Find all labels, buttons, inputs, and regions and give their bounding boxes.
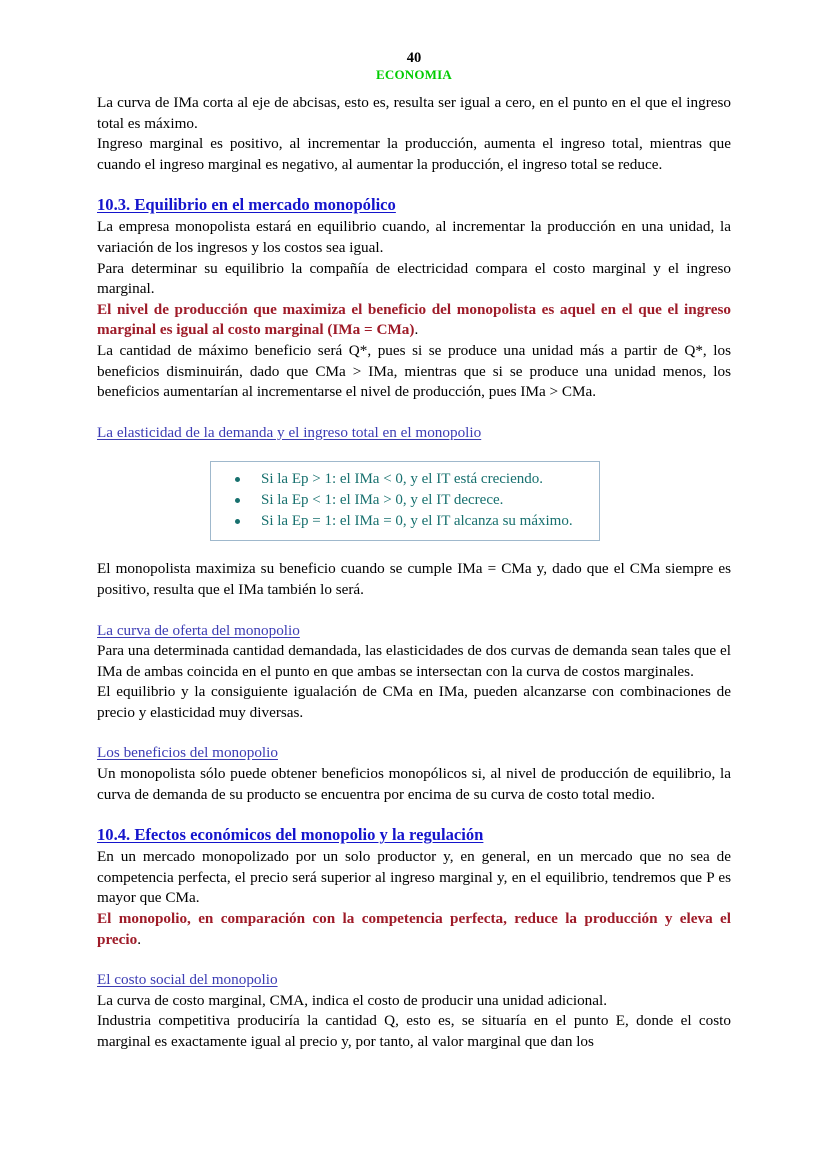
subheading-elasticidad-demanda: La elasticidad de la demanda y el ingreso total en el monopolio: [97, 423, 482, 441]
paragraph-10-3-3: La cantidad de máximo beneficio será Q*, pues si se produce una unidad más a partir de Q*, los beneficios disminuirán, dado que CMa > IMa, mientras que si se produce una unidad menos, los beneficios aumentarían al incrementarse el nivel de producción, pues IMa > CMa.: [97, 341, 731, 401]
paragraph-10-4-2: La curva de costo marginal, CMA, indica el costo de producir una unidad adicional.: [97, 991, 608, 1009]
paragraph-10-3-emphasis: [97, 300, 731, 341]
elasticity-rules-list: [221, 469, 589, 532]
paragraph-10-3-1: La empresa monopolista estará en equilibrio cuando, al incrementar la producción en una unidad, la variación de los ingresos y los costos sea igual.: [97, 218, 731, 256]
page-header: [0, 0, 828, 83]
subheading-beneficios-monopolio: Los beneficios del monopolio: [97, 744, 278, 762]
emphasis-tail-period: .: [414, 321, 419, 339]
list-item-label: Si la Ep > 1: el IMa < 0, y el IT está creciendo.: [261, 471, 543, 488]
list-item-label: Si la Ep < 1: el IMa > 0, y el IT decrece.: [261, 492, 504, 509]
paragraph-10-3-4: El monopolista maximiza su beneficio cuando se cumple IMa = CMa y, dado que el CMa siempre es positivo, resulta que el IMa también lo será.: [97, 560, 731, 598]
list-item: [221, 490, 589, 511]
section-heading-10-3: 10.3. Equilibrio en el mercado monopólico: [97, 195, 396, 215]
paragraph-10-3-2: Para determinar su equilibrio la compañía de electricidad compara el costo marginal y el ingreso marginal.: [97, 259, 731, 298]
bullet-dot-icon: [235, 498, 240, 503]
paragraph-10-4-1: En un mercado monopolizado por un solo productor y, en general, en un mercado que no sea de competencia perfecta, el precio será superior al ingreso marginal y, en el equilibrio, tendremos que P es mayor que CMa.: [97, 848, 731, 907]
callout-region: [97, 461, 731, 541]
emphasis-tail-period: .: [137, 930, 142, 948]
subheading-curva-oferta: La curva de oferta del monopolio: [97, 621, 300, 639]
subheading-block-beneficios: [97, 743, 731, 764]
subheading-costo-social: El costo social del monopolio: [97, 971, 278, 989]
subheading-block-oferta: [97, 621, 731, 642]
list-item: [221, 469, 589, 490]
bullet-dot-icon: [235, 519, 240, 524]
paragraph-10-4-emphasis: [97, 909, 731, 950]
document-body: [0, 93, 828, 1053]
section-heading-10-4: 10.4. Efectos económicos del monopolio y la regulación: [97, 825, 484, 845]
paragraph-intro-2: Ingreso marginal es positivo, al incrementar la producción, aumenta el ingreso total, mientras que cuando el ingreso marginal es negativo, al aumentar la producción, el ingreso total se reduce.: [97, 135, 731, 173]
bullet-dot-icon: [235, 477, 240, 482]
emphasis-text-monopolio-precio: El monopolio, en comparación con la competencia perfecta, reduce la producción y eleva el precio: [97, 910, 731, 948]
list-item: [221, 511, 589, 532]
subheading-block-elasticidad: [97, 423, 731, 444]
list-item-label: Si la Ep = 1: el IMa = 0, y el IT alcanza su máximo.: [261, 513, 573, 530]
course-title: ECONOMIA: [376, 67, 452, 82]
paragraph-10-3-5: Para una determinada cantidad demandada, las elasticidades de dos curvas de demanda sean tales que el IMa de ambas coincida en el punto en que ambas se intersectan con la curva de costos marginales.: [97, 642, 731, 680]
paragraph-10-3-7: Un monopolista sólo puede obtener beneficios monopólicos si, al nivel de producción de equilibrio, la curva de demanda de su producto se encuentra por encima de su curva de costo total medio.: [97, 765, 731, 803]
subheading-block-costo-social: [97, 970, 731, 991]
paragraph-intro-1: La curva de IMa corta al eje de abcisas, esto es, resulta ser igual a cero, en el punto en el que el ingreso total es máximo.: [97, 94, 731, 132]
paragraph-10-4-3: Industria competitiva produciría la cantidad Q, esto es, se situaría en el punto E, donde el costo marginal es exactamente igual al precio y, por tanto, al valor marginal que dan los: [97, 1012, 731, 1050]
emphasis-text-ima-cma: El nivel de producción que maximiza el beneficio del monopolista es aquel en el que el ingreso marginal es igual al costo marginal (IMa = CMa): [97, 300, 731, 339]
page-number: 40: [406, 50, 422, 66]
paragraph-10-3-6: El equilibrio y la consiguiente igualación de CMa en IMa, pueden alcanzarse con combinaciones de precio y elasticidad muy diversas.: [97, 683, 731, 721]
elasticity-rules-box: [210, 461, 600, 541]
